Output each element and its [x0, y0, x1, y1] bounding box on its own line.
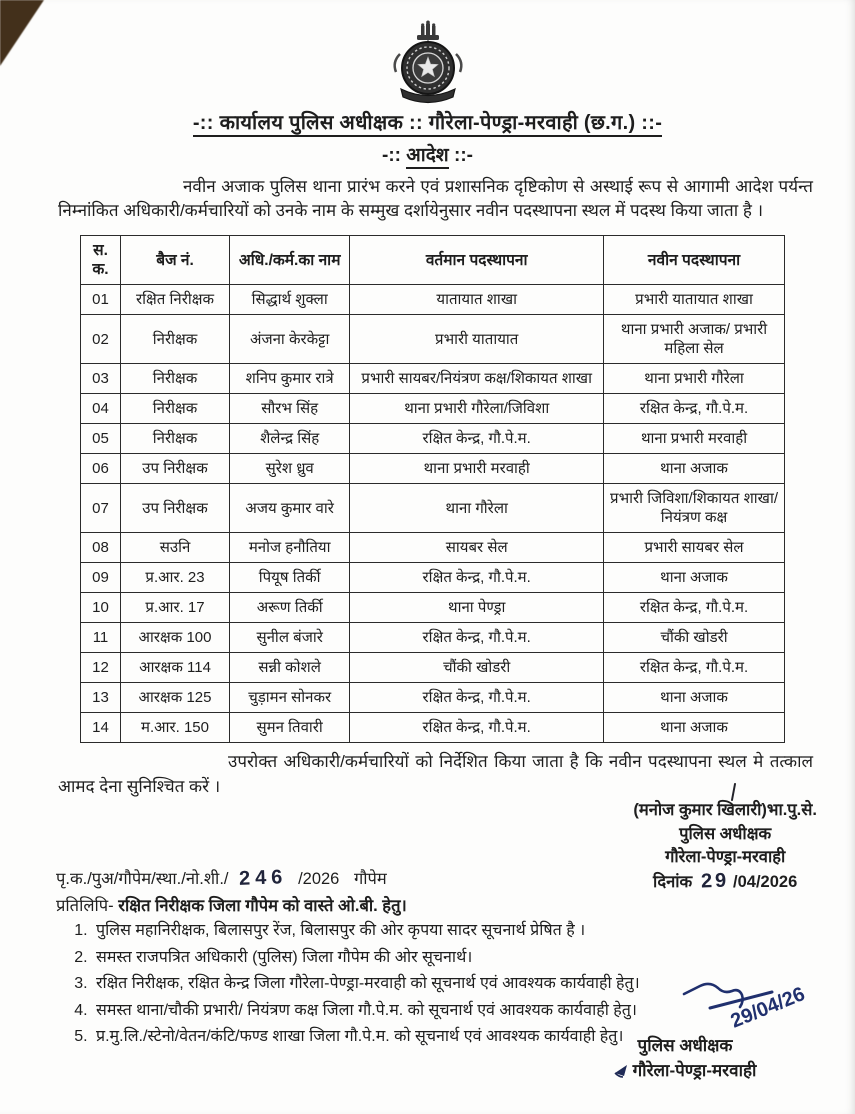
table-row [81, 315, 785, 364]
cell-new-posting: थाना प्रभारी मरवाही [604, 424, 785, 454]
copies-list-item: 3. रक्षित निरीक्षक, रक्षित केन्द्र जिला गौरेला-पेण्ड्रा-मरवाही को सूचनार्थ एवं आवश्यक कार्यवाही हेतु। [92, 971, 712, 998]
transfer-table [80, 235, 785, 743]
cell-officer-name: अंजना केरकेट्टा [230, 315, 350, 364]
cell-serial: 08 [81, 533, 121, 563]
cell-current-posting: थाना पेण्ड्रा [350, 593, 604, 623]
cell-officer-name: अजय कुमार वारे [230, 484, 350, 533]
cell-current-posting: यातायात शाखा [350, 285, 604, 315]
cell-officer-name: सन्नी कोशले [230, 653, 350, 683]
emblem-container [0, 0, 855, 106]
handwritten-signature-date: 29/04/26 [727, 983, 809, 1033]
cell-new-posting: प्रभारी सायबर सेल [604, 533, 785, 563]
cell-officer-name: मनोज हनौतिया [230, 533, 350, 563]
cell-new-posting: रक्षित केन्द्र, गौ.पे.म. [604, 394, 785, 424]
copies-list-item: 1. पुलिस महानिरीक्षक, बिलासपुर रेंज, बिलासपुर की ओर कृपया सादर सूचनार्थ प्रेषित है । [92, 918, 712, 945]
cell-new-posting: रक्षित केन्द्र, गौ.पे.म. [604, 593, 785, 623]
cell-new-posting: थाना अजाक [604, 454, 785, 484]
cell-serial: 14 [81, 713, 121, 743]
cell-serial: 04 [81, 394, 121, 424]
table-row [81, 683, 785, 713]
cell-rank-badge: रक्षित निरीक्षक [120, 285, 229, 315]
cell-serial: 11 [81, 623, 121, 653]
table-header-row [81, 236, 785, 285]
cell-current-posting: थाना प्रभारी गौरेला/जिविशा [350, 394, 604, 424]
cell-new-posting: थाना अजाक [604, 683, 785, 713]
signature-block [633, 799, 817, 894]
table-row [81, 593, 785, 623]
cell-officer-name: सौरभ सिंह [230, 394, 350, 424]
cell-officer-name: सुमन तिवारी [230, 713, 350, 743]
cell-officer-name: चुड़ामन सोनकर [230, 683, 350, 713]
date-label: दिनांक [653, 872, 693, 891]
document-title-text: -:: कार्यालय पुलिस अधीक्षक :: गौरेला-पेण्ड्रा-मरवाही (छ.ग.) ::- [193, 112, 662, 137]
order-intro-paragraph: नवीन अजाक पुलिस थाना प्रारंभ करने एवं प्रशासनिक दृष्टिकोण से अस्थाई रूप से आगामी आदेश पर्यन्त निम्नांकित अधिकारी/कर्मचारियों को उनके नाम के सम्मुख दर्शायेनुसार नवीन पदस्थापना स्थल में पदस्थ किया जाता है । [58, 177, 813, 220]
cell-new-posting: प्रभारी जिविशा/शिकायत शाखा/ नियंत्रण कक्ष [604, 484, 785, 533]
date-rest: /04/2026 [733, 872, 798, 891]
cell-serial: 10 [81, 593, 121, 623]
table-body [81, 285, 785, 743]
cell-current-posting: थाना गौरेला [350, 484, 604, 533]
table-row [81, 623, 785, 653]
cell-serial: 01 [81, 285, 121, 315]
cell-new-posting: थाना अजाक [604, 563, 785, 593]
cell-officer-name: शैलेन्द्र सिंह [230, 424, 350, 454]
subtitle-word: आदेश [406, 145, 448, 169]
table-row [81, 285, 785, 315]
cell-new-posting: रक्षित केन्द्र, गौ.पे.म. [604, 653, 785, 683]
cell-current-posting: रक्षित केन्द्र, गौ.पे.म. [350, 623, 604, 653]
cell-rank-badge: आरक्षक 125 [120, 683, 229, 713]
copies-list [70, 918, 712, 1051]
col-header-serial: स. क. [81, 236, 121, 285]
cell-current-posting: रक्षित केन्द्र, गौ.पे.म. [350, 563, 604, 593]
order-closing-paragraph: उपरोक्त अधिकारी/कर्मचारियों को निर्देशित किया जाता है कि नवीन पदस्थापना स्थल मे तत्काल आमद देना सुनिश्चित करें । [58, 752, 813, 796]
handwritten-date-day: 29 [700, 869, 730, 892]
arrow-mark-icon [614, 1064, 630, 1078]
document-subtitle [0, 141, 855, 167]
table-row [81, 364, 785, 394]
cell-rank-badge: म.आर. 150 [120, 713, 229, 743]
cell-serial: 02 [81, 315, 121, 364]
table-row [81, 653, 785, 683]
cell-rank-badge: उप निरीक्षक [120, 454, 229, 484]
cell-officer-name: सिद्धार्थ शुक्ला [230, 285, 350, 315]
cell-current-posting: चौंकी खोडरी [350, 653, 604, 683]
cell-new-posting: थाना प्रभारी गौरेला [604, 364, 785, 394]
reference-number-line [56, 866, 387, 890]
cell-rank-badge: निरीक्षक [120, 424, 229, 454]
cell-current-posting: रक्षित केन्द्र, गौ.पे.म. [350, 683, 604, 713]
document-title [0, 108, 855, 135]
cell-rank-badge: प्र.आर. 17 [120, 593, 229, 623]
cell-rank-badge: सउनि [120, 533, 229, 563]
reference-year: /2026 [298, 870, 340, 888]
cell-serial: 06 [81, 454, 121, 484]
col-header-badge: बैज नं. [120, 236, 229, 285]
cell-rank-badge: निरीक्षक [120, 394, 229, 424]
cell-serial: 05 [81, 424, 121, 454]
table-row [81, 394, 785, 424]
cell-officer-name: सुनील बंजारे [230, 623, 350, 653]
table-row [81, 484, 785, 533]
cell-officer-name: सुरेश ध्रुव [230, 454, 350, 484]
cell-serial: 07 [81, 484, 121, 533]
subtitle-prefix: -:: [382, 145, 401, 166]
col-header-current: वर्तमान पदस्थापना [350, 236, 604, 285]
signatory-name: (मनोज कुमार खिलारी)भा.पु.से. [633, 801, 817, 819]
reference-prefix: पृ.क./पुअ/गौपेम/स्था./नो.शी./ [56, 870, 229, 888]
signatory-district: गौरेला-पेण्ड्रा-मरवाही [665, 848, 786, 866]
table-row [81, 713, 785, 743]
signatory-designation: पुलिस अधीक्षक [679, 824, 772, 843]
cell-rank-badge: आरक्षक 114 [120, 653, 229, 683]
subtitle-suffix: ::- [454, 145, 473, 166]
reference-place: गौपेम [353, 870, 387, 888]
cell-new-posting: प्रभारी यातायात शाखा [604, 285, 785, 315]
cell-current-posting: सायबर सेल [350, 533, 604, 563]
cell-rank-badge: उप निरीक्षक [120, 484, 229, 533]
cell-current-posting: प्रभारी सायबर/नियंत्रण कक्ष/शिकायत शाखा [350, 364, 604, 394]
signature-date-line [633, 870, 817, 895]
page-corner-fold-artifact [0, 0, 44, 66]
cell-current-posting: प्रभारी यातायात [350, 315, 604, 364]
cell-current-posting: थाना प्रभारी मरवाही [350, 454, 604, 484]
copies-list-item: 4. समस्त थाना/चौकी प्रभारी/ नियंत्रण कक्ष जिला गौ.पे.म. को सूचनार्थ एवं आवश्यक कार्यवाही हेतु। [92, 998, 712, 1025]
table-row [81, 563, 785, 593]
copies-heading [56, 893, 407, 916]
col-header-new: नवीन पदस्थापना [604, 236, 785, 285]
bottom-signoff-block [545, 1033, 825, 1083]
ink-tick-mark-icon [729, 783, 739, 801]
police-badge-icon [382, 20, 474, 106]
cell-rank-badge: निरीक्षक [120, 315, 229, 364]
cell-new-posting: थाना अजाक [604, 713, 785, 743]
cell-new-posting: थाना प्रभारी अजाक/ प्रभारी महिला सेल [604, 315, 785, 364]
cell-serial: 13 [81, 683, 121, 713]
copies-list-item: 5. प्र.मु.लि./स्टेनो/वेतन/कंटि/फण्ड शाखा जिला गौ.पे.म. को सूचनार्थ एवं आवश्यक कार्यवाही हेतु। [92, 1024, 712, 1051]
cell-serial: 03 [81, 364, 121, 394]
copies-list-item: 2. समस्त राजपत्रित अधिकारी (पुलिस) जिला गौपेम की ओर सूचनार्थ। [92, 945, 712, 972]
cell-officer-name: पियूष तिर्की [230, 563, 350, 593]
cell-rank-badge: निरीक्षक [120, 364, 229, 394]
handwritten-reference-number: 246 [238, 866, 288, 890]
cell-serial: 09 [81, 563, 121, 593]
cell-rank-badge: प्र.आर. 23 [120, 563, 229, 593]
cell-rank-badge: आरक्षक 100 [120, 623, 229, 653]
cell-officer-name: शनिप कुमार रात्रे [230, 364, 350, 394]
copies-heading-text: रक्षित निरीक्षक जिला गौपेम को वास्ते ओ.बी. हेतु। [118, 897, 407, 915]
table-row [81, 454, 785, 484]
cell-current-posting: रक्षित केन्द्र, गौ.पे.म. [350, 713, 604, 743]
cell-serial: 12 [81, 653, 121, 683]
cell-new-posting: चौंकी खोडरी [604, 623, 785, 653]
col-header-name: अधि./कर्म.का नाम [230, 236, 350, 285]
bottom-district: गौरेला-पेण्ड्रा-मरवाही [632, 1061, 757, 1080]
cell-current-posting: रक्षित केन्द्र, गौ.पे.म. [350, 424, 604, 454]
cell-officer-name: अरूण तिर्की [230, 593, 350, 623]
table-row [81, 533, 785, 563]
bottom-designation: पुलिस अधीक्षक [637, 1036, 733, 1055]
copies-label: प्रतिलिपि- [56, 897, 114, 915]
table-row [81, 424, 785, 454]
